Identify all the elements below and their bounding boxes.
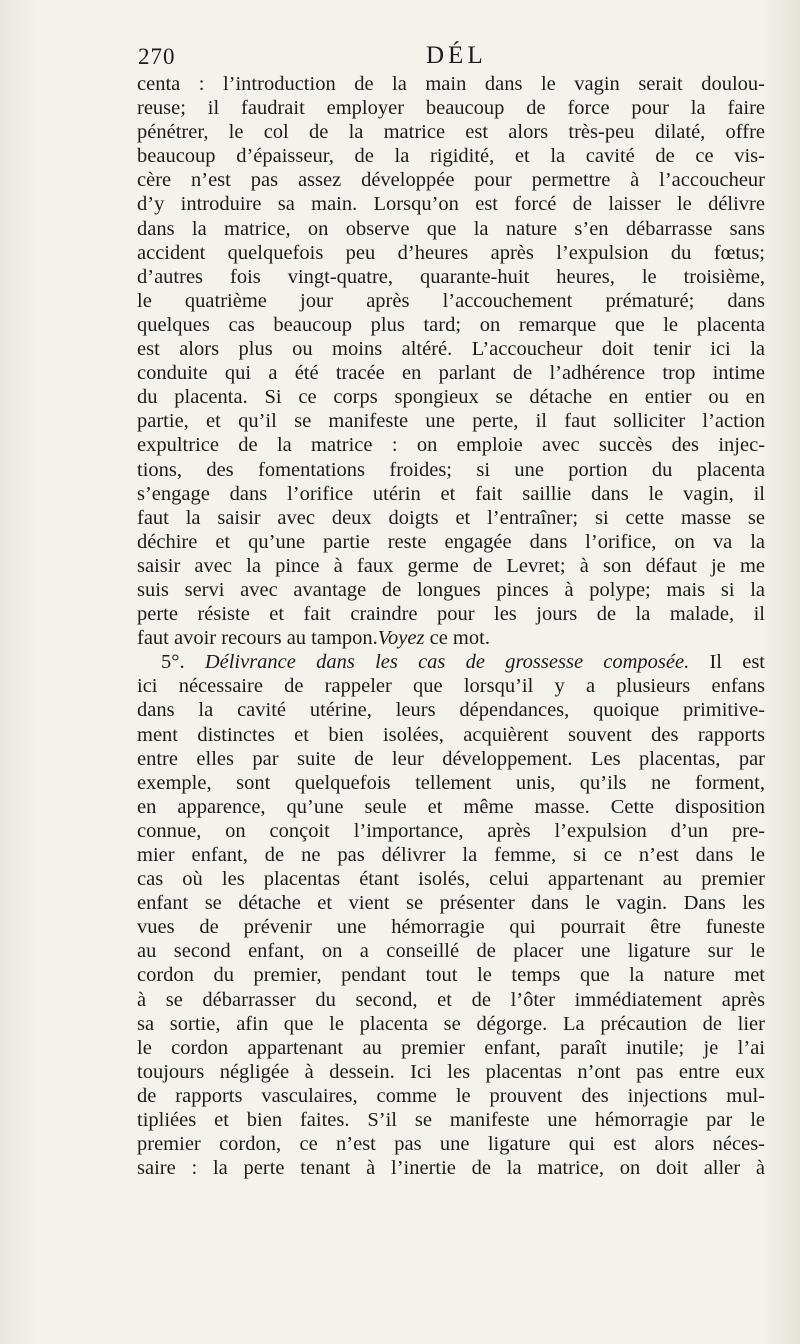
line-text: reuse; il faudrait employer beaucoup de force pour la faire (137, 97, 765, 120)
text-line (137, 144, 765, 168)
text-line (137, 289, 765, 313)
line-text: beaucoup d’épaisseur, de la rigidité, et la cavité de ce vis- (137, 145, 765, 168)
text-line (137, 409, 765, 433)
line-text: faut la saisir avec deux doigts et l’entraîner; si cette masse se (137, 506, 765, 529)
text-line (137, 120, 765, 144)
text-line (137, 530, 765, 554)
text-line (137, 1156, 765, 1180)
text-line (137, 602, 765, 626)
line-text: le quatrième jour après l’accouchement prématuré; dans (137, 289, 765, 312)
line-text: saire : la perte tenant à l’inertie de la matrice, on doit aller à (137, 1157, 765, 1180)
text-line (137, 337, 765, 361)
text-line (137, 843, 765, 867)
line-text: en apparence, qu’une seule et même masse. Cette disposition (137, 795, 765, 818)
line-text: est alors plus ou moins altéré. L’accoucheur doit tenir ici la (137, 338, 765, 361)
text-line (137, 698, 765, 722)
line-text: premier cordon, ce n’est pas une ligature qui est alors néces- (137, 1133, 765, 1156)
text-line (137, 192, 765, 216)
text-line (137, 217, 765, 241)
line-text: mier enfant, de ne pas délivrer la femme, si ce n’est dans le (137, 844, 765, 866)
line-text: quelques cas beaucoup plus tard; on remarque que le placenta (137, 313, 765, 336)
text-line (137, 674, 765, 698)
text-line (137, 988, 765, 1012)
text-line (137, 1012, 765, 1036)
line-text: d’autres fois vingt-quatre, quarante-huit heures, le troisième, (137, 265, 765, 288)
page-number: 270 (138, 44, 176, 69)
line-text: dans la matrice, on observe que la nature s’en débarrasse sans (137, 217, 765, 240)
text-line (137, 1108, 765, 1132)
text-line (137, 963, 765, 987)
line-text: cordon du premier, pendant tout le temps que la nature met (137, 964, 765, 987)
text-line (137, 168, 765, 192)
text-line (137, 915, 765, 939)
text-line (137, 1132, 765, 1156)
line-text: pénétrer, le col de la matrice est alors très-peu dilaté, offre (137, 121, 765, 144)
line-text: tions, des fomentations froides; si une portion du placenta (137, 458, 765, 481)
line-text: cas où les placentas étant isolés, celui appartenant au premier (137, 868, 765, 891)
line-text: s’engage dans l’orifice utérin et fait saillie dans le vagin, il (137, 482, 765, 505)
text-line (137, 867, 765, 891)
line-text: conduite qui a été tracée en parlant de l’adhérence trop intime (137, 362, 765, 385)
text-line (137, 1084, 765, 1108)
text-line (137, 361, 765, 385)
line-text: cère n’est pas assez développée pour permettre à l’accoucheur (137, 169, 765, 192)
text-line (137, 241, 765, 265)
text-line (137, 385, 765, 409)
line-text: à se débarrasser du second, et de l’ôter immédiatement après (137, 988, 765, 1011)
line-text: exemple, sont quelquefois tellement unis, qu’ils ne forment, (137, 771, 765, 794)
text-line (137, 482, 765, 506)
line-text: de rapports vasculaires, comme le prouvent des injections mul- (137, 1084, 765, 1107)
line-text: accident quelquefois peu d’heures après l’expulsion du fœtus; (137, 241, 765, 264)
text-line (137, 891, 765, 915)
text-line (137, 1060, 765, 1084)
line-text: vues de prévenir une hémorragie qui pourrait être funeste (137, 916, 765, 939)
line-text: enfant se détache et vient se présenter dans le vagin. Dans les (137, 892, 765, 915)
line-text: 5°. (161, 651, 205, 674)
text-line (137, 747, 765, 771)
line-text: saisir avec la pince à faux germe de Levret; à son défaut je me (137, 554, 765, 577)
line-text: ment distinctes et bien isolées, acquièrent souvent des rapports (137, 723, 765, 746)
text-line (137, 771, 765, 795)
text-line (137, 723, 765, 747)
line-text: déchire et qu’une partie reste engagée dans l’orifice, on va la (137, 530, 765, 553)
line-text: connue, on conçoit l’importance, après l’expulsion d’un pre- (137, 819, 765, 842)
text-line (137, 458, 765, 482)
body-text (137, 72, 765, 1180)
line-text: perte résiste et fait craindre pour les jours de la malade, il (137, 603, 765, 626)
text-line (137, 265, 765, 289)
line-text: le cordon appartenant au premier enfant, paraît inutile; je l’ai (137, 1036, 765, 1059)
line-text: du placenta. Si ce corps spongieux se détache en entier ou en (137, 386, 765, 409)
text-line (137, 506, 765, 530)
line-text: ce mot. (424, 627, 490, 650)
text-line (137, 939, 765, 963)
running-head: DÉL (426, 42, 487, 69)
text-line (137, 578, 765, 602)
line-text: ici nécessaire de rappeler que lorsqu’il y a plusieurs enfans (137, 675, 765, 698)
text-line (137, 554, 765, 578)
page-header (138, 40, 766, 70)
line-text: entre elles par suite de leur développement. Les placentas, par (137, 747, 765, 770)
line-text: centa : l’introduction de la main dans le vagin serait doulou- (137, 73, 765, 95)
text-line (137, 96, 765, 120)
line-text: suis servi avec avantage de longues pinces à polype; mais si la (137, 578, 765, 601)
text-line (137, 626, 765, 650)
line-text: au second enfant, on a conseillé de placer une ligature sur le (137, 940, 765, 963)
text-line (137, 72, 765, 96)
text-line (137, 1036, 765, 1060)
text-line (137, 313, 765, 337)
line-text: faut avoir recours au tampon. (137, 627, 378, 650)
line-text: Il est (689, 651, 765, 674)
italic-text: Délivrance dans les cas de grossesse composée. (204, 651, 690, 674)
line-text: dans la cavité utérine, leurs dépendances, quoique primitive- (137, 699, 765, 722)
text-line (137, 650, 765, 674)
line-text: partie, et qu’il se manifeste une perte, il faut solliciter l’action (137, 410, 765, 433)
line-text: tipliées et bien faites. S’il se manifeste une hémorragie par le (137, 1109, 765, 1132)
line-text: sa sortie, afin que le placenta se dégorge. La précaution de lier (137, 1012, 765, 1035)
text-line (137, 795, 765, 819)
italic-text: Voyez (377, 627, 425, 650)
line-text: toujours négligée à dessein. Ici les placentas n’ont pas entre eux (137, 1060, 765, 1083)
line-text: d’y introduire sa main. Lorsqu’on est forcé de laisser le délivre (137, 193, 765, 216)
line-text: expultrice de la matrice : on emploie avec succès des injec- (137, 434, 765, 457)
text-line (137, 819, 765, 843)
text-line (137, 433, 765, 457)
